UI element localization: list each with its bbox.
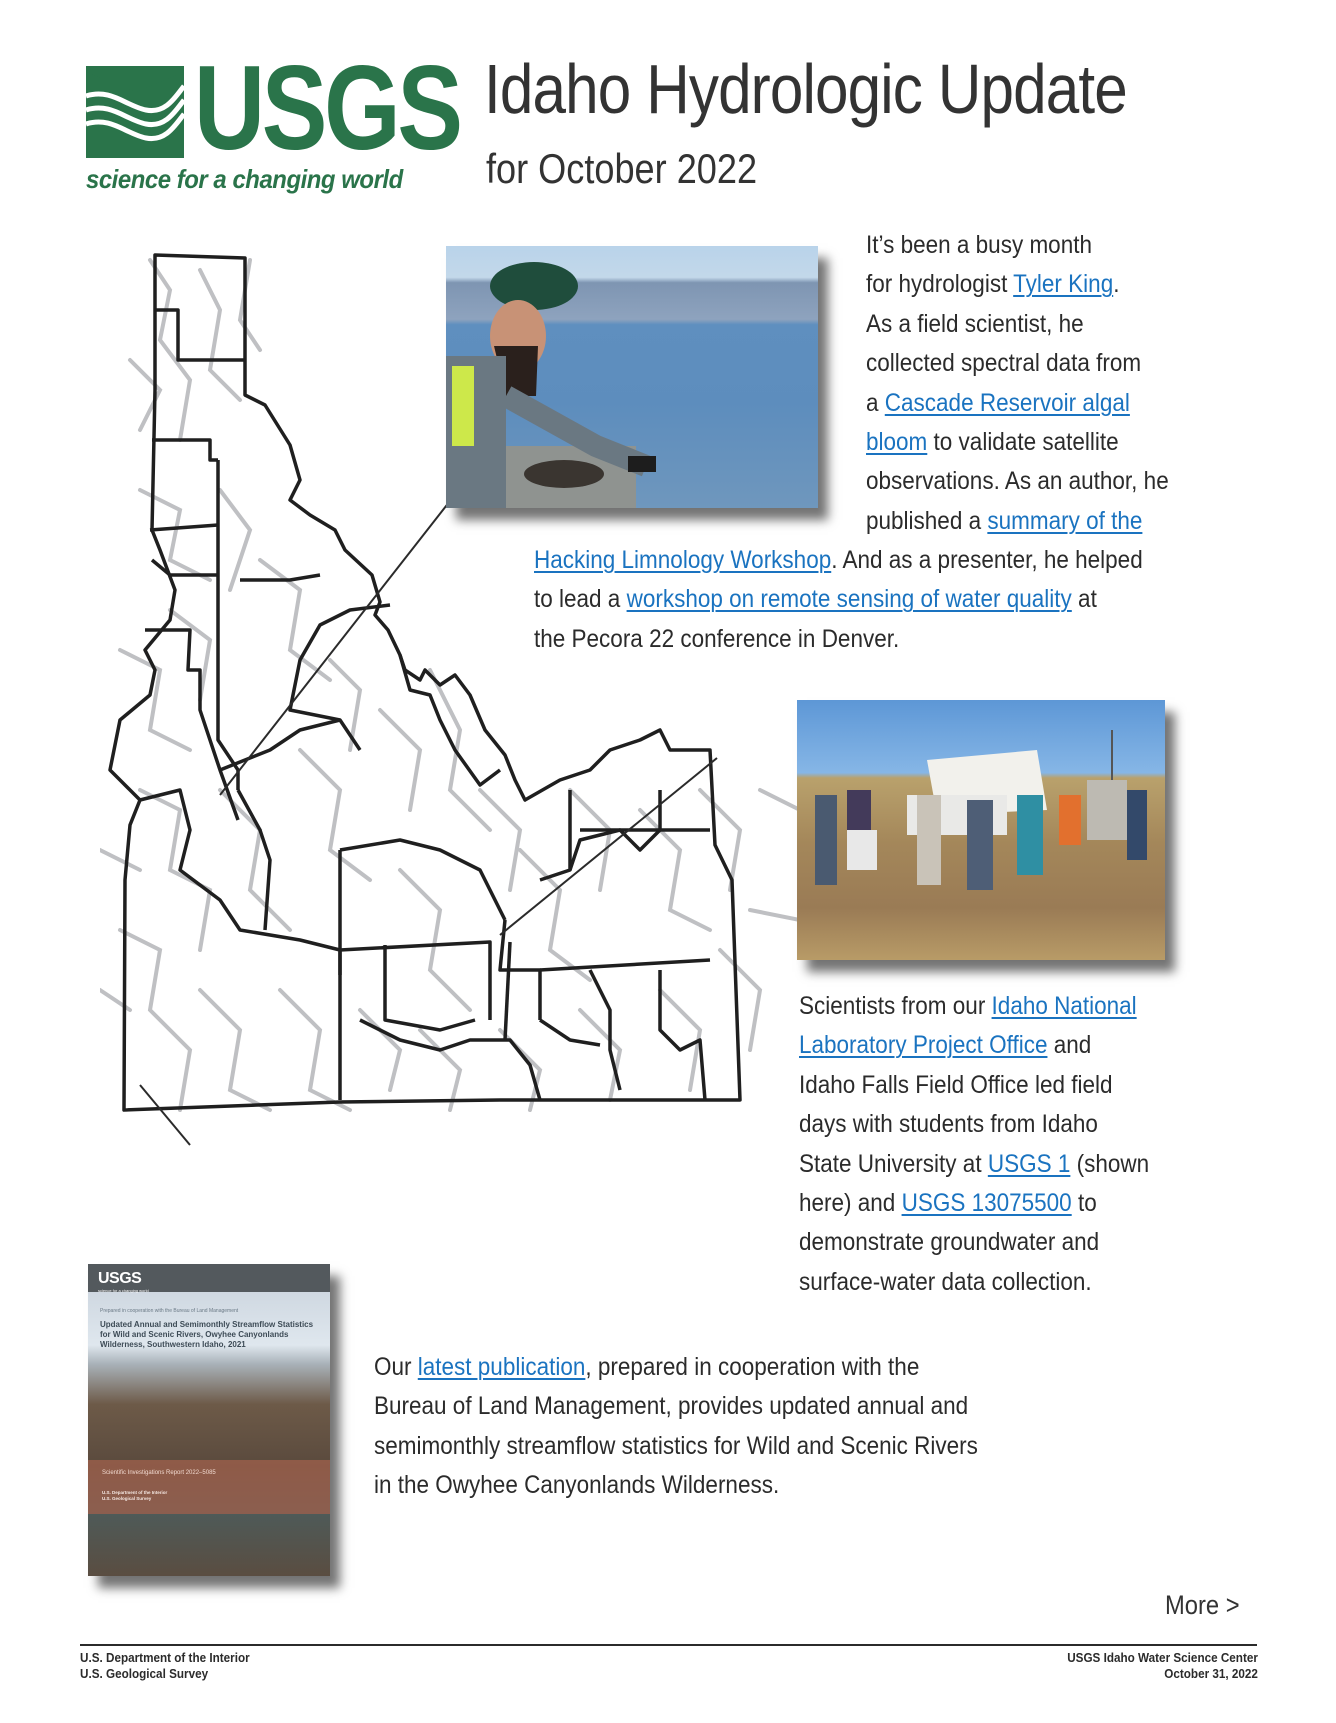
text-line: surface-water data collection.	[799, 1267, 1092, 1296]
cascade-reservoir-link[interactable]: Cascade Reservoir algal	[884, 388, 1130, 417]
usgs-1-site-link[interactable]: USGS 1	[987, 1149, 1071, 1178]
text-line: Hacking Limnology Workshop. And as a presenter, he helped	[534, 546, 1143, 574]
page-title: Idaho Hydrologic Update	[484, 50, 1127, 128]
usgs-logo	[86, 41, 460, 198]
logo-tagline: science for a changing world	[86, 164, 403, 194]
text-line: Bureau of Land Management, provides updated annual and	[374, 1392, 969, 1421]
cascade-reservoir-link-cont[interactable]: bloom	[866, 428, 928, 457]
text-line: days with students from Idaho	[799, 1110, 1098, 1139]
footer-survey: U.S. Geological Survey	[80, 1666, 209, 1681]
footer-center-date	[1067, 1650, 1258, 1682]
text-line: Our latest publication, prepared in cooperation with the	[374, 1353, 920, 1381]
text-line: the Pecora 22 conference in Denver.	[534, 624, 900, 653]
story-publication-text	[374, 1348, 1004, 1506]
text-line: Scientists from our Idaho National	[799, 992, 1137, 1020]
publication-cover-thumbnail[interactable]	[88, 1264, 330, 1576]
more-link[interactable]: More >	[1165, 1590, 1240, 1620]
text-line: published a summary of the	[866, 506, 1143, 535]
usgs-13075500-site-link[interactable]: USGS 13075500	[901, 1189, 1072, 1218]
cover-department: U.S. Department of the Interior U.S. Geological Survey	[102, 1490, 168, 1501]
text-line: collected spectral data from	[866, 349, 1142, 378]
photo-field-day-students	[797, 700, 1165, 960]
footer-agency	[80, 1650, 250, 1682]
text-line: semimonthly streamflow statistics for Wild and Scenic Rivers	[374, 1431, 978, 1460]
text-line: here) and USGS 13075500 to	[799, 1189, 1097, 1218]
text-line: As a field scientist, he	[866, 309, 1084, 338]
tyler-king-link[interactable]: Tyler King	[1013, 270, 1114, 299]
footer-center: USGS Idaho Water Science Center	[1067, 1650, 1258, 1665]
inl-project-office-link[interactable]: Idaho National	[991, 992, 1137, 1020]
logo-wordmark: USGS	[194, 41, 460, 175]
page-subtitle: for October 2022	[486, 145, 758, 192]
text-line: State University at USGS 1 (shown	[799, 1149, 1150, 1178]
text-line: to lead a workshop on remote sensing of water quality at	[534, 585, 1097, 614]
latest-publication-link[interactable]: latest publication	[417, 1353, 586, 1381]
text-line: Laboratory Project Office and	[799, 1031, 1092, 1060]
cover-title: Updated Annual and Semimonthly Streamflow Statistics for Wild and Scenic Rivers, Owyhee Canyonlands Wilderness, Southwestern Idaho, 2021	[100, 1320, 314, 1349]
story-tyler-king-text-wide	[534, 541, 1164, 659]
cover-usgs-logo: USGS science for a changing world	[98, 1270, 149, 1293]
cover-series: Scientific Investigations Report 2022–5085	[102, 1470, 216, 1476]
cover-band	[88, 1460, 330, 1514]
usgs-wave-icon	[86, 66, 184, 158]
text-line: It’s been a busy month	[866, 231, 1092, 259]
story-field-day-text	[799, 987, 1177, 1302]
inl-project-office-link-cont[interactable]: Laboratory Project Office	[799, 1031, 1048, 1060]
text-line: a Cascade Reservoir algal	[866, 388, 1130, 417]
text-line: Idaho Falls Field Office led field	[799, 1070, 1113, 1099]
text-line: bloom to validate satellite	[866, 428, 1119, 457]
footer-department: U.S. Department of the Interior	[80, 1650, 250, 1665]
photo-tyler-king-field-work	[446, 246, 818, 508]
footer-divider	[80, 1644, 1257, 1646]
text-line: in the Owyhee Canyonlands Wilderness.	[374, 1471, 780, 1500]
cover-prepared-note: Prepared in cooperation with the Bureau of Land Management	[100, 1308, 239, 1314]
footer-date: October 31, 2022	[1164, 1666, 1258, 1681]
story-tyler-king-text	[866, 226, 1172, 541]
hacking-limnology-summary-link[interactable]: summary of the	[987, 506, 1143, 535]
text-line: for hydrologist Tyler King.	[866, 270, 1120, 299]
hacking-limnology-summary-link-cont[interactable]: Hacking Limnology Workshop	[534, 546, 832, 574]
text-line: demonstrate groundwater and	[799, 1228, 1100, 1257]
text-line: observations. As an author, he	[866, 467, 1169, 496]
remote-sensing-workshop-link[interactable]: workshop on remote sensing of water quality	[626, 585, 1072, 614]
